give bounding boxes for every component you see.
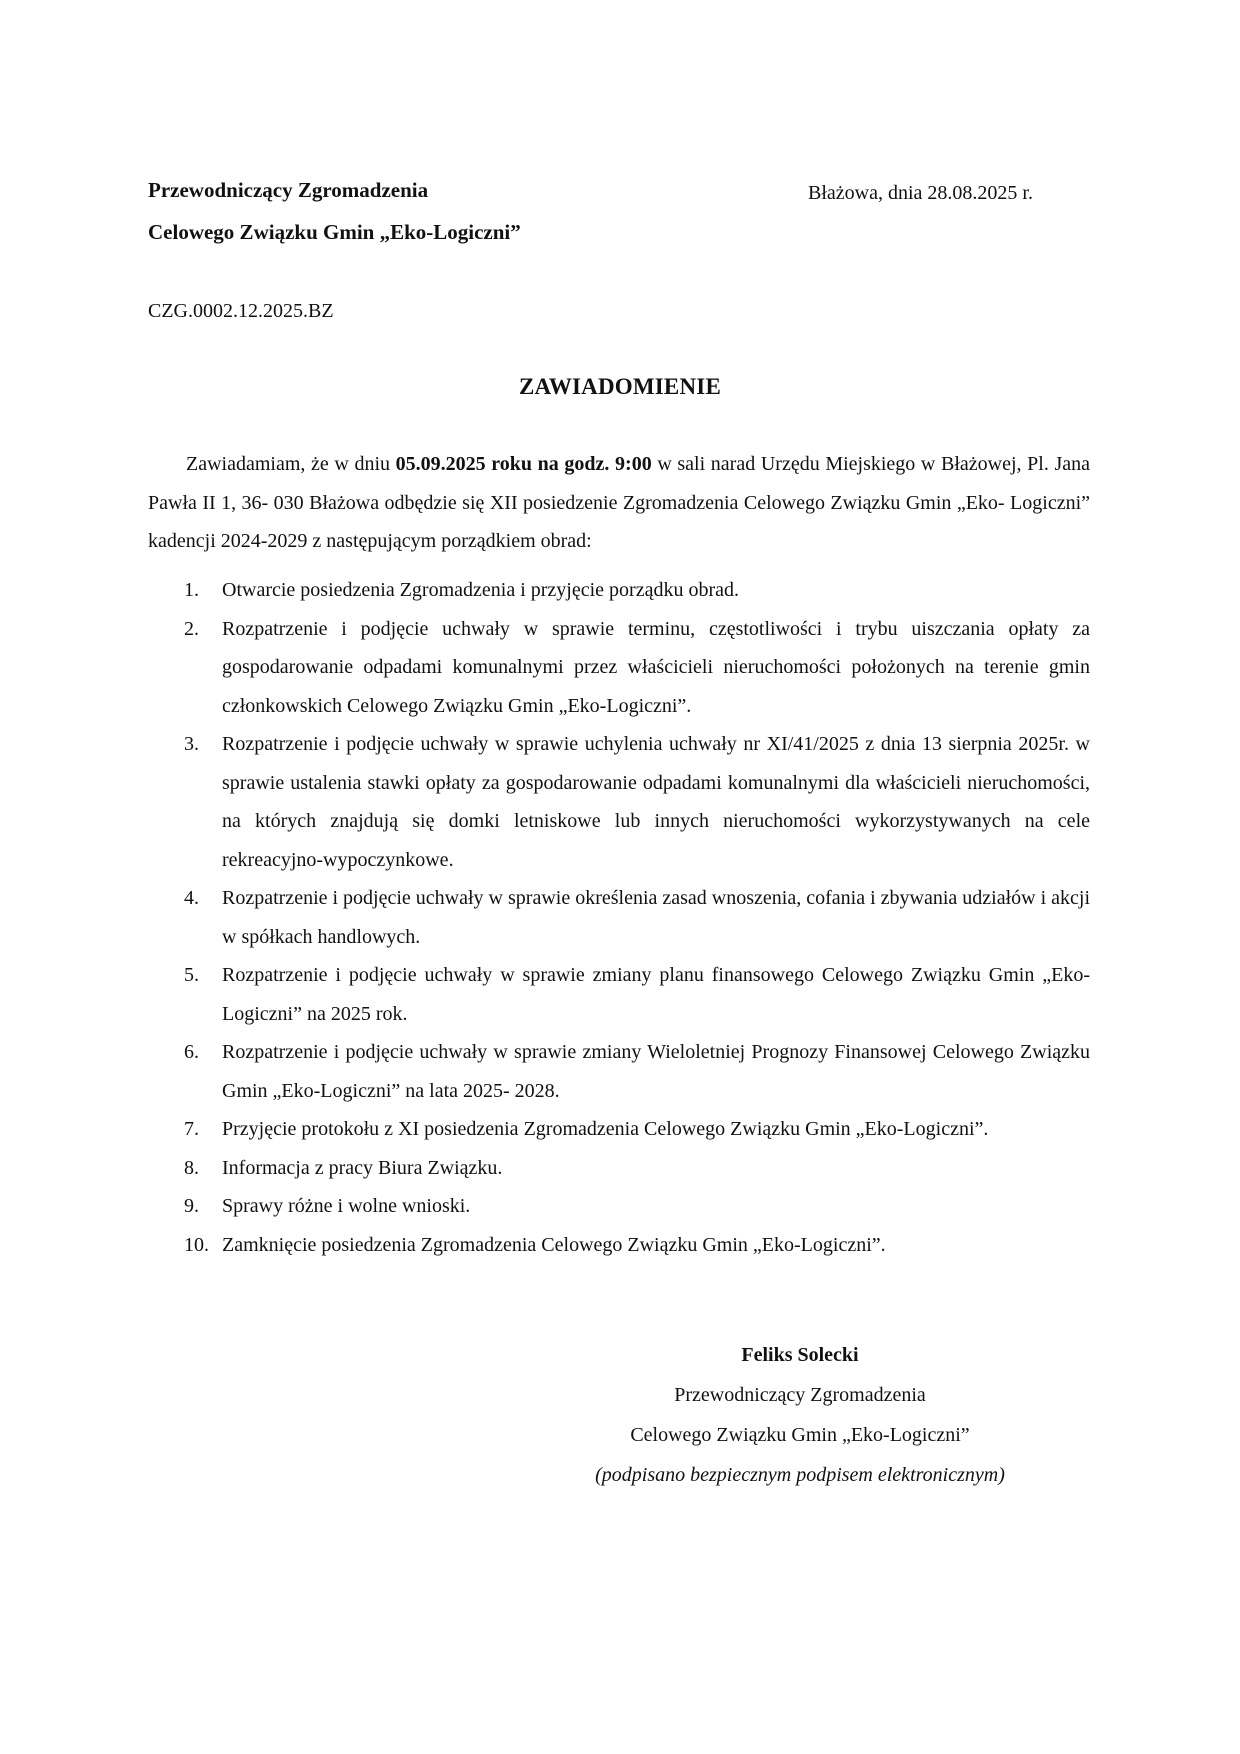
agenda-item [148,1110,1090,1149]
agenda-item [148,1226,1090,1265]
agenda-item-text: Rozpatrzenie i podjęcie uchwały w sprawie zmiany Wieloletniej Prognozy Finansowej Celowego Związku Gmin „Eko-Logiczni” na lata 2025- 2028. [222,1041,1090,1102]
agenda-item [148,879,1090,956]
agenda-item [148,725,1090,879]
agenda-item [148,610,1090,726]
agenda-item-text: Zamknięcie posiedzenia Zgromadzenia Celowego Związku Gmin „Eko-Logiczni”. [222,1233,886,1256]
agenda-item-text: Otwarcie posiedzenia Zgromadzenia i przyjęcie porządku obrad. [222,579,739,601]
agenda-item-text: Rozpatrzenie i podjęcie uchwały w sprawie określenia zasad wnoszenia, cofania i zbywania udziałów i akcji w spółkach handlowych. [222,887,1090,948]
electronic-signature-note: (podpisano bezpiecznym podpisem elektronicznym) [595,1464,1005,1486]
sender-block [148,178,521,244]
intro-paragraph [148,445,1090,561]
agenda-list [148,571,1090,1264]
agenda-item-text: Rozpatrzenie i podjęcie uchwały w sprawie uchylenia uchwały nr XI/41/2025 z dnia 13 sierpnia 2025r. w sprawie ustalenia stawki opłaty za gospodarowanie odpadami komunalnymi dla właścicieli nieruchomości, na których znajdują się domki letniskowe lub innych nieruchomości wykorzystywanych na cele rekreacyjno-wypoczynkowe. [222,733,1090,871]
agenda-item-number: 2. [184,617,199,640]
sender-organization: Celowego Związku Gmin „Eko-Logiczni” [148,220,521,244]
sender-title: Przewodniczący Zgromadzenia [148,178,429,202]
document-title: ZAWIADOMIENIE [519,374,721,399]
agenda-item [148,956,1090,1033]
agenda-item-number: 1. [184,579,199,601]
agenda-item-text: Przyjęcie protokołu z XI posiedzenia Zgromadzenia Celowego Związku Gmin „Eko-Logiczni”. [222,1118,989,1140]
agenda-item-number: 6. [184,1041,199,1063]
intro-text-end: w sali narad Urzędu Miejskiego w Błażowej, Pl. Jana Pawła II 1, 36- 030 Błażowa odbędzie się XII posiedzenie Zgromadzenia Celowego Związku Gmin „Eko- Logiczni” kadencji 2024-2029 z następującym porządkiem obrad: [148,453,1090,552]
reference-number: CZG.0002.12.2025.BZ [148,300,334,322]
agenda-item-text: Rozpatrzenie i podjęcie uchwały w sprawie terminu, częstotliwości i trybu uiszczania opłaty za gospodarowanie odpadami komunalnymi przez właścicieli nieruchomości położonych na terenie gmin członkowskich Celowego Związku Gmin „Eko-Logiczni”. [222,617,1090,717]
signatory-organization: Celowego Związku Gmin „Eko-Logiczni” [630,1424,970,1446]
agenda-item-number: 3. [184,733,199,755]
agenda-item-number: 8. [184,1156,199,1179]
agenda-item-text: Rozpatrzenie i podjęcie uchwały w sprawie zmiany planu finansowego Celowego Związku Gmin „Eko-Logiczni” na 2025 rok. [222,964,1090,1025]
agenda-item-number: 10. [184,1233,209,1256]
agenda-item [148,1187,1090,1226]
agenda-item-text: Sprawy różne i wolne wnioski. [222,1195,471,1217]
intro-text-start: Zawiadamiam, że w dniu [186,453,396,475]
signature-block [560,1343,1040,1487]
signatory-role: Przewodniczący Zgromadzenia [674,1384,926,1406]
agenda-item-number: 7. [184,1118,199,1140]
agenda-item [148,1149,1090,1188]
meeting-datetime: 05.09.2025 roku na godz. 9:00 [395,453,652,475]
agenda-item-text: Informacja z pracy Biura Związku. [222,1156,503,1179]
agenda-item [148,1033,1090,1110]
agenda-item-number: 4. [184,887,199,909]
agenda-item [148,571,1090,610]
signatory-name: Feliks Solecki [741,1344,859,1366]
place-and-date: Błażowa, dnia 28.08.2025 r. [808,182,1033,204]
agenda-item-number: 9. [184,1195,199,1217]
agenda-item-number: 5. [184,964,199,986]
